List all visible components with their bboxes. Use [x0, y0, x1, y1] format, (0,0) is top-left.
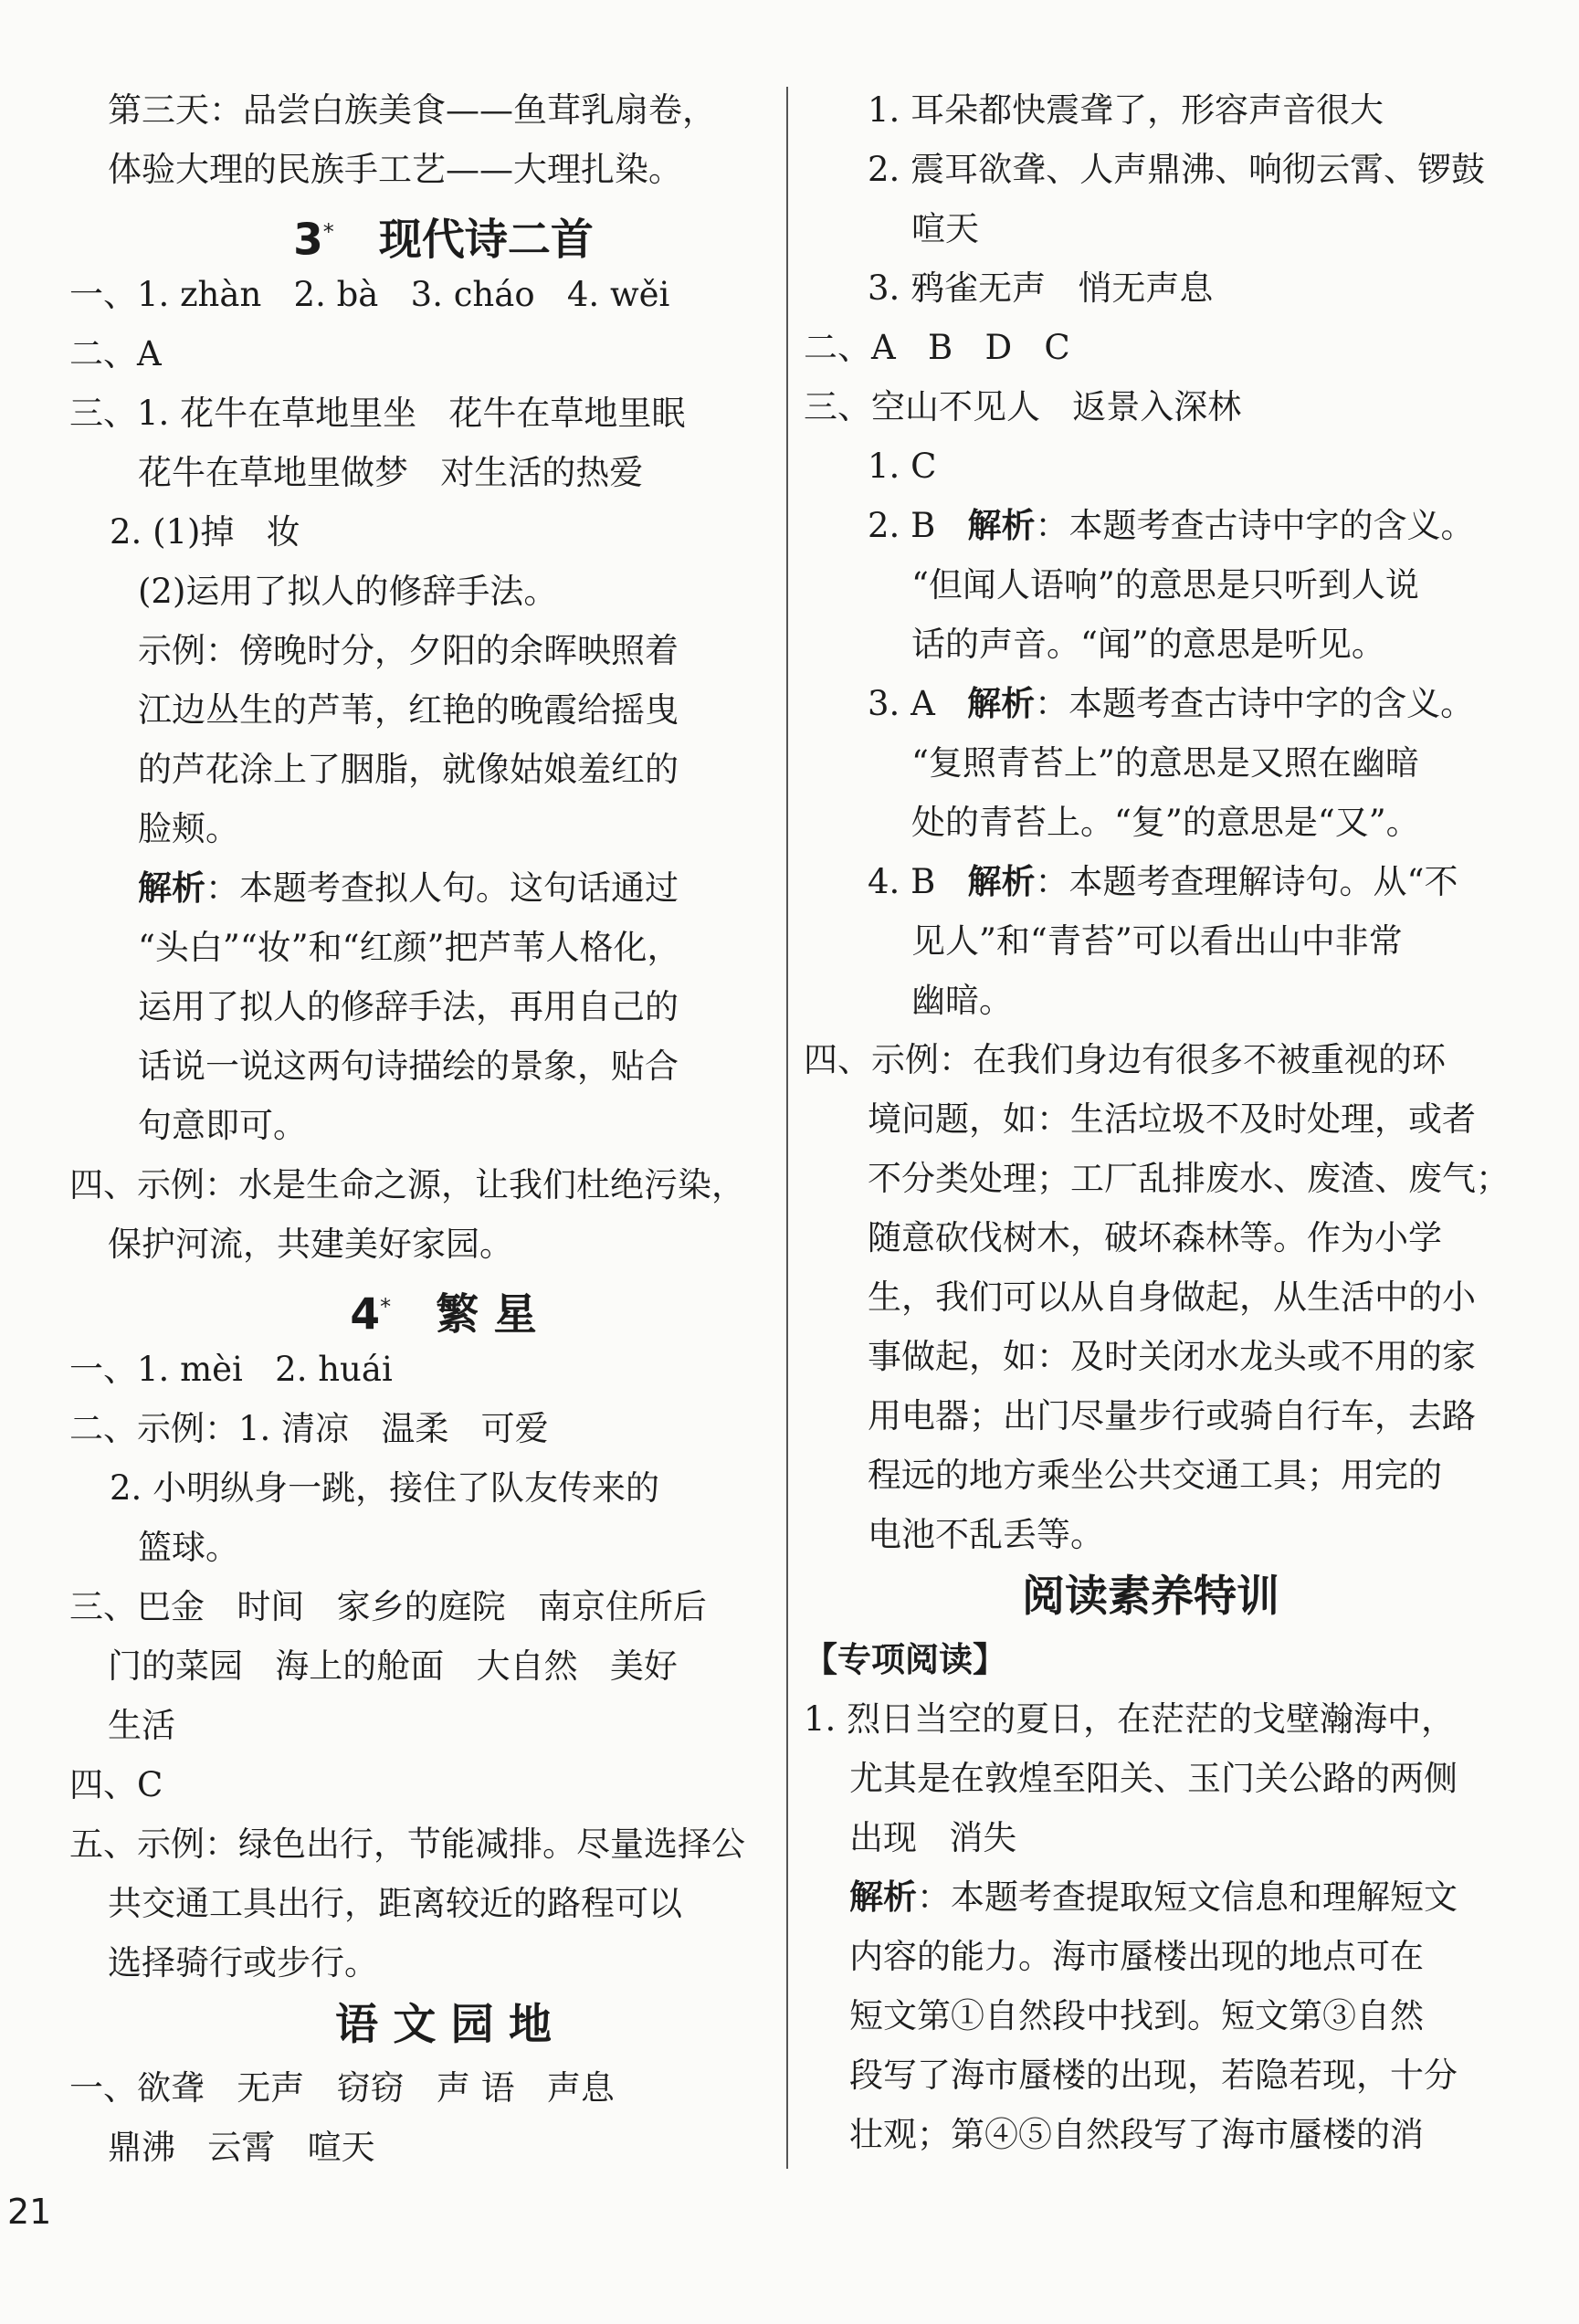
text-line: 鼎沸 云霄 喧天	[108, 2128, 375, 2167]
text-line	[804, 674, 1475, 733]
text-line: 江边丛生的芦苇，红艳的晚霞给摇曳	[138, 690, 679, 730]
text-line: 二、A B D C	[804, 328, 1070, 367]
text-line: 段写了海市蜃楼的出现，若隐若现，十分	[849, 2056, 1458, 2095]
text-line: 喧天	[911, 209, 979, 248]
text-span: ：本题考查古诗中字的含义。	[1035, 684, 1475, 723]
text-line: “但闻人语响”的意思是只听到人说	[911, 565, 1419, 605]
text-line: 篮球。	[138, 1528, 239, 1567]
text-line: 尤其是在敦煌至阳关、玉门关公路的两侧	[849, 1759, 1458, 1798]
page-number: 21	[7, 2192, 52, 2232]
text-line: 处的青苔上。“复”的意思是“又”。	[911, 803, 1420, 842]
text-line: 话说一说这两句诗描绘的景象，贴合	[138, 1046, 679, 1086]
text-line: 一、1. mèi 2. huái	[69, 1350, 393, 1389]
section-heading-reading: 阅读素养特训	[1022, 1572, 1279, 1622]
text-line: 1. 烈日当空的夏日，在茫茫的戈壁瀚海中，	[804, 1699, 1456, 1739]
section-star: *	[380, 1294, 392, 1320]
section-heading-yuwen: 语 文 园 地	[334, 2000, 553, 2050]
text-line: “头白”“妆”和“红颜”把芦苇人格化，	[138, 928, 681, 967]
section-number: 4	[350, 1289, 381, 1341]
text-span: 2. B	[868, 506, 968, 545]
text-line: 用电器；出门尽量步行或骑自行车，去路	[868, 1396, 1476, 1435]
text-span: ：本题考查提取短文信息和理解短文	[917, 1877, 1458, 1917]
text-line: 3. 鸦雀无声 悄无声息	[868, 268, 1214, 308]
text-line: 见人”和“青苔”可以看出山中非常	[911, 921, 1403, 961]
text-line	[108, 858, 779, 918]
text-line: 事做起，如：及时关闭水龙头或不用的家	[868, 1337, 1476, 1376]
text-line: “复照青苔上”的意思是又照在幽暗	[911, 743, 1419, 783]
text-span: ：本题考查古诗中字的含义。	[1035, 506, 1475, 545]
analysis-label: 解析	[967, 684, 1036, 723]
text-line: 二、A	[69, 334, 162, 373]
text-line: 内容的能力。海市蜃楼出现的地点可在	[849, 1937, 1424, 1976]
text-line: 不分类处理；工厂乱排废水、废渣、废气；	[868, 1159, 1510, 1198]
text-line: 1. C	[868, 447, 937, 486]
text-line: 境问题，如：生活垃圾不及时处理，或者	[868, 1099, 1476, 1139]
text-line: 随意砍伐树木，破坏森林等。作为小学	[868, 1218, 1442, 1257]
text-line: 2. (1)掉 妆	[110, 512, 300, 552]
text-line: 运用了拟人的修辞手法，再用自己的	[138, 987, 679, 1026]
text-line: 脸颊。	[138, 809, 239, 848]
text-line: 四、C	[69, 1765, 163, 1804]
text-line: 示例：傍晚时分，夕阳的余晖映照着	[138, 631, 679, 670]
text-line: 话的声音。“闻”的意思是听见。	[911, 625, 1385, 664]
text-line: 保护河流，共建美好家园。	[108, 1225, 513, 1264]
section-title: 繁 星	[436, 1289, 537, 1341]
text-span: 3. A	[868, 684, 968, 723]
section-heading-3	[108, 199, 779, 265]
text-line: 门的菜园 海上的舱面 大自然 美好	[108, 1646, 678, 1686]
text-line: 四、示例：水是生命之源，让我们杜绝污染，	[69, 1165, 745, 1204]
text-line: 生，我们可以从自身做起，从生活中的小	[868, 1278, 1476, 1317]
text-line: 三、巴金 时间 家乡的庭院 南京住所后	[69, 1587, 707, 1626]
text-line: 五、示例：绿色出行，节能减排。尽量选择公	[69, 1824, 745, 1864]
column-divider	[786, 87, 788, 2169]
subsection-label: 【专项阅读】	[804, 1639, 1006, 1679]
text-line	[804, 852, 1461, 911]
text-line: 三、1. 花牛在草地里坐 花牛在草地里眠	[69, 394, 686, 433]
text-line: 生活	[108, 1706, 175, 1745]
text-line: 选择骑行或步行。	[108, 1943, 378, 1982]
text-span: 4. B	[868, 862, 968, 901]
text-line: 四、示例：在我们身边有很多不被重视的环	[804, 1040, 1446, 1079]
section-star: *	[322, 219, 334, 245]
text-line: 三、空山不见人 返景入深林	[804, 387, 1242, 426]
text-line: 花牛在草地里做梦 对生活的热爱	[138, 453, 644, 492]
section-number: 3	[293, 215, 323, 266]
right-column	[804, 80, 1510, 2164]
text-line: 的芦花涂上了胭脂，就像姑娘羞红的	[138, 750, 679, 789]
text-span: ：本题考查理解诗句。从“不	[1035, 862, 1458, 901]
analysis-label: 解析	[138, 868, 205, 908]
text-line: 一、欲聋 无声 窃窃 声 语 声息	[69, 2068, 615, 2108]
text-line: 2. 小明纵身一跳，接住了队友传来的	[110, 1468, 660, 1508]
text-line: 壮观；第④⑤自然段写了海市蜃楼的消	[849, 2115, 1424, 2154]
analysis-label: 解析	[849, 1877, 917, 1917]
text-line: 幽暗。	[911, 981, 1013, 1020]
text-line: 句意即可。	[138, 1106, 307, 1145]
text-line: 二、示例：1. 清凉 温柔 可爱	[69, 1409, 549, 1448]
text-line: 电池不乱丢等。	[868, 1515, 1104, 1554]
text-line: 出现 消失	[849, 1818, 1017, 1857]
section-heading-4	[108, 1274, 779, 1340]
text-line: 短文第①自然段中找到。短文第③自然	[849, 1996, 1424, 2035]
text-line: (2)运用了拟人的修辞手法。	[138, 572, 558, 611]
text-line: 共交通工具出行，距离较近的路程可以	[108, 1884, 682, 1923]
text-line: 2. 震耳欲聋、人声鼎沸、响彻云霄、锣鼓	[868, 150, 1486, 189]
analysis-label: 解析	[967, 506, 1036, 545]
text-line: 程远的地方乘坐公共交通工具；用完的	[868, 1456, 1442, 1495]
text-line	[804, 1867, 1461, 1927]
analysis-label: 解析	[967, 862, 1036, 901]
text-line: 第三天：品尝白族美食——鱼茸乳扇卷，	[108, 90, 716, 130]
left-column	[69, 80, 779, 2177]
section-title: 现代诗二首	[378, 215, 594, 266]
text-line: 一、1. zhàn 2. bà 3. cháo 4. wěi	[69, 275, 670, 314]
text-span: ：本题考查拟人句。这句话通过	[205, 868, 679, 908]
text-line: 1. 耳朵都快震聋了，形容声音很大	[868, 90, 1384, 130]
text-line	[804, 496, 1475, 555]
text-line: 体验大理的民族手工艺——大理扎染。	[108, 150, 682, 189]
